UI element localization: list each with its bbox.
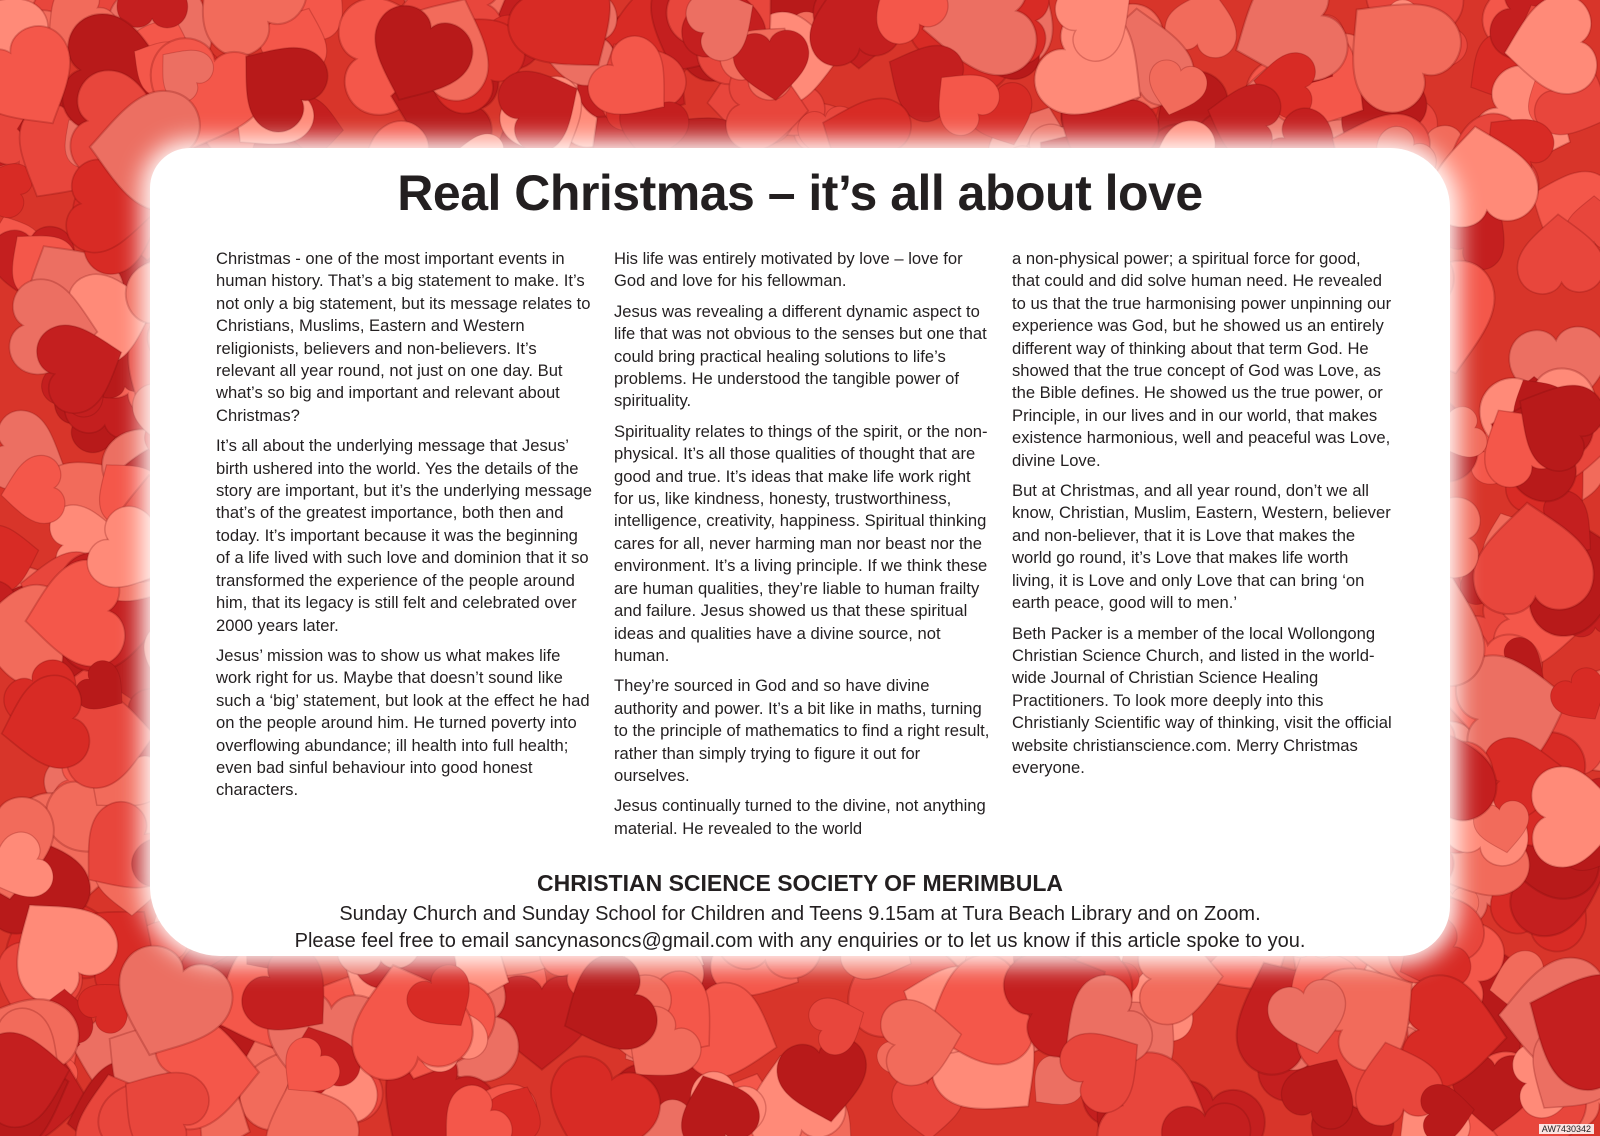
organization-name: CHRISTIAN SCIENCE SOCIETY OF MERIMBULA (536, 870, 1064, 896)
article-column-2 (614, 248, 994, 848)
paragraph: Jesus continually turned to the divine, not anything material. He revealed to the world (614, 796, 986, 838)
paragraph: Jesus’ mission was to show us what makes life work right for us. Maybe that doesn’t sound like such a ‘big’ statement, but look at the effect he had on the people around him. He turned poverty into overflowing abundance; ill health into full health; even bad sinful behaviour into good honest characters. (216, 645, 590, 800)
article-column-3 (1012, 248, 1392, 787)
heart-shape (1531, 766, 1600, 868)
article-column-1 (216, 248, 596, 810)
paragraph: It’s all about the underlying message that Jesus’ birth ushered into the world. Yes the details of the story are important, but it’s the underlying message that’s of the greatest importance, both then and today. It’s important because it was the beginning of a life lived with such love and dominion that it so transformed the experience of the people around him, that its legacy is still felt and celebrated over 2000 years later. (216, 436, 593, 635)
ad-code: AW7430342 (1539, 1124, 1594, 1134)
service-times: Sunday Church and Sunday School for Children and Teens 9.15am at Tura Beach Library and on Zoom. (339, 903, 1261, 925)
paragraph: a non-physical power; a spiritual force for good, that could and did solve human need. He revealed to us that the true harmonising power unpinning our experience was God, but he showed us an entirely different way of thinking about that term God. He showed that the true concept of God was Love, as the Bible defines. He showed us the true power, or Principle, in our lives and in our world, that makes existence harmonious, well and peaceful was Love, divine Love. (1012, 249, 1392, 470)
paragraph: Jesus was revealing a different dynamic aspect to life that was not obvious to the senses but one that could bring practical healing solutions to life’s problems. He understood the tangible power of spirituality. (614, 301, 987, 411)
page-title: Real Christmas – it’s all about love (397, 165, 1203, 221)
paragraph: They’re sourced in God and so have divine authority and power. It’s a bit like in maths, turning to the principle of mathematics to find a right result, rather than simply trying to figure it out for ourselves. (614, 676, 990, 785)
paragraph: Christmas - one of the most important events in human history. That’s a big statement to make. It’s not only a big statement, but its message relates to Christians, Muslims, Eastern and Western religionists, believers and non-believers. It’s relevant all year round, not just on one day. But what’s so big and important and relevant about Christmas? (216, 249, 591, 425)
contact-line: Please feel free to email sancynasoncs@gmail.com with any enquiries or to let us know if this article spoke to you. (294, 930, 1306, 952)
paragraph: Beth Packer is a member of the local Wollongong Christian Science Church, and listed in the world-wide Journal of Christian Science Healing Practitioners. To look more deeply into this Christianly Scientific way of thinking, visit the official website christianscience.com. Merry Christmas everyone. (1012, 623, 1392, 777)
paragraph: His life was entirely motivated by love – love for God and love for his fellowman. (614, 249, 963, 291)
footer (0, 870, 1600, 957)
paragraph: Spirituality relates to things of the spirit, or the non-physical. It’s all those qualities of thought that are good and true. It’s ideas that make life work right for us, like kindness, honesty, trustworthiness, intelligence, creativity, happiness. Spiritual thinking cares for all, never harming man nor beast nor the environment. It’s a living principle. If we think these are human qualities, they’re liable to human frailty and failure. Jesus showed us that these spiritual ideas and qualities have a divine source, not human. (614, 421, 988, 665)
paragraph: But at Christmas, and all year round, don’t we all know, Christian, Muslim, Eastern, Western, believer and non-believer, that it is Love that makes the world go round, it’s Love that makes life worth living, it is Love and only Love that can bring ‘on earth peace, good will to men.’ (1012, 481, 1391, 613)
